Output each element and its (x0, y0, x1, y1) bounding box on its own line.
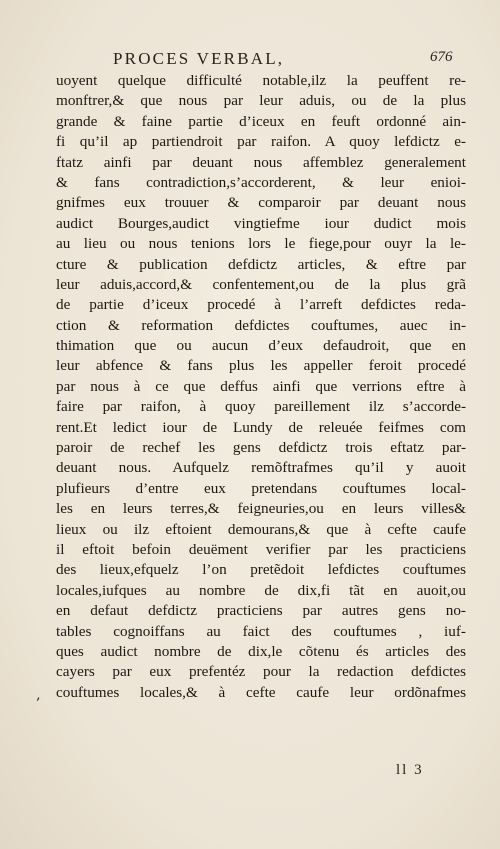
body-text (56, 71, 466, 703)
page-header (0, 46, 500, 70)
text-line: tables cognoiffans au faict des couftumes , iuf- (56, 622, 466, 640)
text-line: paroir de rechef les gens defdictz trois eftatz par- (56, 439, 466, 457)
text-line: & fans contradiction,s’accorderent, & leur enioi- (56, 173, 466, 191)
running-head: PROCES VERBAL, (113, 49, 285, 68)
text-line: au lieu ou nous tenions lors le fiege,pour ouyr la le- (56, 235, 466, 253)
page-footer (0, 762, 500, 786)
text-line: ction & reformation defdictes couftumes, auec in- (56, 316, 466, 334)
text-line: il eftoit befoin deuëment verifier par les practiciens (56, 540, 466, 558)
text-line: cture & publication defdictz articles, & eftre par (56, 255, 466, 273)
text-line: en defaut defdictz practiciens par autres gens no- (56, 602, 466, 620)
text-line: thimation que ou aucun d’eux defaudroit, que en (56, 337, 466, 355)
text-line: plufieurs d’entre eux pretendans couftumes local- (56, 479, 466, 497)
text-line: deuant nous. Aufquelz remõftrafmes qu’il y auoit (56, 459, 466, 477)
text-line: rent.Et ledict iour de Lundy de releuée feifmes com (56, 418, 466, 436)
text-line: ftatz ainfi par deuant nous affemblez generalement (56, 153, 466, 171)
text-line: des lieux,efquelz l’on pretẽdoit lefdictes couftumes (56, 561, 466, 579)
margin-mark: ‚ (36, 687, 41, 703)
text-line: leur aduis,accord,& confentement,ou de la plus grã (56, 275, 466, 293)
text-line: leur abfence & fans plus les appeller feroit procedé (56, 357, 466, 375)
text-line: lieux ou ilz eftoient demourans,& que à cefte caufe (56, 520, 466, 538)
signature-mark: ll 3 (396, 762, 424, 778)
text-line: locales,iufques au nombre de dix,fi tãt en auoit,ou (56, 581, 466, 599)
text-line: monftrer,& que nous par leur aduis, ou de la plus (56, 92, 466, 110)
text-line: de partie d’iceux procedé à l’arreft defdictes reda- (56, 296, 466, 314)
text-line: par nous à ce que deffus ainfi que verrions eftre à (56, 377, 466, 395)
text-line: les en leurs terres,& feigneuries,ou en leurs villes& (56, 500, 466, 518)
page-number: 676 (430, 49, 453, 65)
text-line: grande & faine partie d’iceux en feuft ordonné ain- (56, 112, 466, 130)
text-line: couftumes locales,& à cefte caufe leur ordõnafmes (56, 683, 466, 701)
text-line: audict Bourges,audict vingtiefme iour dudict mois (56, 214, 466, 232)
text-line: gnifmes eux trouuer & comparoir par deuant nous (56, 194, 466, 212)
text-line: ques audict nombre de dix,le cõtenu és articles des (56, 642, 466, 660)
text-line: uoyent quelque difficulté notable,ilz la peuffent re- (56, 72, 466, 89)
text-line: cayers par eux prefentéz pour la redaction defdictes (56, 663, 466, 681)
text-line: fi qu’il ap partiendroit par raifon. A quoy lefdictz e- (56, 133, 466, 151)
text-line: faire par raifon, à quoy pareillement ilz s’accorde- (56, 398, 466, 416)
